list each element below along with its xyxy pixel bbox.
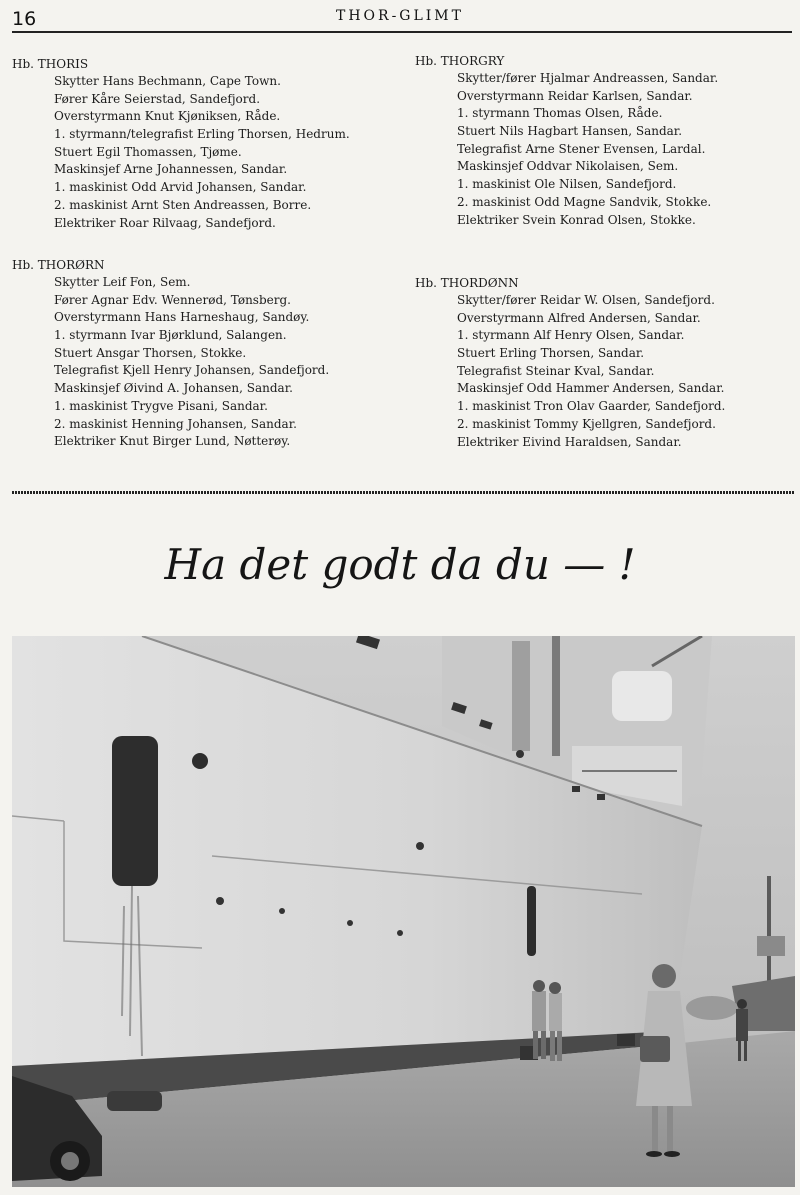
crew-member: 2. maskinist Henning Johansen, Sandar.: [54, 416, 297, 431]
crew-member: 1. styrmann/telegrafist Erling Thorsen, Hedrum.: [54, 127, 350, 142]
crew-member: Overstyrmann Reidar Karlsen, Sandar.: [457, 88, 693, 103]
crew-member: Stuert Ansgar Thorsen, Stokke.: [54, 345, 247, 360]
crew-member: 1. styrmann Thomas Olsen, Råde.: [457, 106, 663, 121]
crew-list: [415, 292, 725, 451]
crew-list: [12, 274, 329, 451]
crew-member: 1. styrmann Ivar Bjørklund, Salangen.: [54, 328, 287, 343]
crew-member: 2. maskinist Arnt Sten Andreassen, Borre.: [54, 197, 312, 212]
crew-member: Skytter/fører Hjalmar Andreassen, Sandar.: [457, 71, 719, 85]
crew-member: Stuert Erling Thorsen, Sandar.: [457, 346, 645, 361]
ship-name: Hb. THORØRN: [12, 258, 105, 272]
crew-member: Maskinsjef Arne Johannessen, Sandar.: [54, 162, 288, 177]
crew-member: Telegrafist Arne Stener Evensen, Lardal.: [457, 141, 706, 156]
crew-member: 1. styrmann Alf Henry Olsen, Sandar.: [457, 328, 685, 343]
page-number: 16: [12, 8, 37, 30]
ship-block-thorgry: [415, 52, 718, 229]
ship-quay-photo: [12, 636, 795, 1187]
crew-member: 2. maskinist Tommy Kjellgren, Sandefjord.: [457, 416, 716, 431]
crew-member: Telegrafist Steinar Kval, Sandar.: [457, 363, 655, 378]
ship-block-thordonn: [415, 274, 725, 451]
ship-name: Hb. THORGRY: [415, 54, 505, 68]
ship-name: Hb. THORDØNN: [415, 276, 519, 290]
crew-member: Fører Agnar Edv. Wennerød, Tønsberg.: [54, 292, 291, 307]
crew-member: Telegrafist Kjell Henry Johansen, Sandefjord.: [54, 363, 330, 378]
crew-member: Elektriker Roar Rilvaag, Sandefjord.: [54, 215, 276, 230]
farewell-heading: Ha det godt da du — !: [164, 540, 636, 589]
hull-door: [112, 736, 158, 886]
crew-member: Elektriker Knut Birger Lund, Nøtterøy.: [54, 434, 291, 449]
crew-member: Overstyrmann Knut Kjøniksen, Råde.: [54, 109, 281, 124]
crew-member: 1. maskinist Tron Olav Gaarder, Sandefjord.: [457, 399, 726, 414]
crew-member: Fører Kåre Seierstad, Sandefjord.: [54, 91, 261, 106]
crew-member: Overstyrmann Hans Harneshaug, Sandøy.: [54, 310, 310, 325]
crew-member: Stuert Egil Thomassen, Tjøme.: [54, 144, 242, 159]
ship-block-thororn: [12, 256, 329, 451]
running-title: THOR-GLIMT: [336, 8, 464, 24]
crew-member: 1. maskinist Ole Nilsen, Sandefjord.: [457, 177, 677, 192]
crew-member: Maskinsjef Øivind A. Johansen, Sandar.: [54, 381, 293, 396]
ship-name: Hb. THORIS: [12, 57, 89, 71]
crew-member: Maskinsjef Odd Hammer Andersen, Sandar.: [457, 381, 725, 396]
crew-member: Stuert Nils Hagbart Hansen, Sandar.: [457, 124, 683, 139]
header-rule: [12, 31, 792, 33]
crew-list: [12, 73, 350, 232]
ship-block-thoris: [12, 55, 350, 232]
crew-member: 2. maskinist Odd Magne Sandvik, Stokke.: [457, 194, 712, 209]
crew-member: 1. maskinist Trygve Pisani, Sandar.: [54, 398, 268, 413]
crew-member: Skytter/fører Reidar W. Olsen, Sandefjord.: [457, 293, 715, 307]
ship-photo-illustration: [12, 636, 795, 1187]
page-header: [0, 0, 800, 36]
crew-member: 1. maskinist Odd Arvid Johansen, Sandar.: [54, 180, 307, 195]
crew-member: Skytter Hans Bechmann, Cape Town.: [54, 74, 281, 88]
crew-member: Elektriker Svein Konrad Olsen, Stokke.: [457, 212, 696, 227]
crew-list: [415, 70, 718, 229]
crew-member: Overstyrmann Alfred Andersen, Sandar.: [457, 310, 701, 325]
crew-member: Skytter Leif Fon, Sem.: [54, 275, 191, 289]
dotted-divider: [12, 491, 795, 494]
crew-member: Maskinsjef Oddvar Nikolaisen, Sem.: [457, 159, 679, 174]
crew-member: Elektriker Eivind Haraldsen, Sandar.: [457, 434, 682, 449]
